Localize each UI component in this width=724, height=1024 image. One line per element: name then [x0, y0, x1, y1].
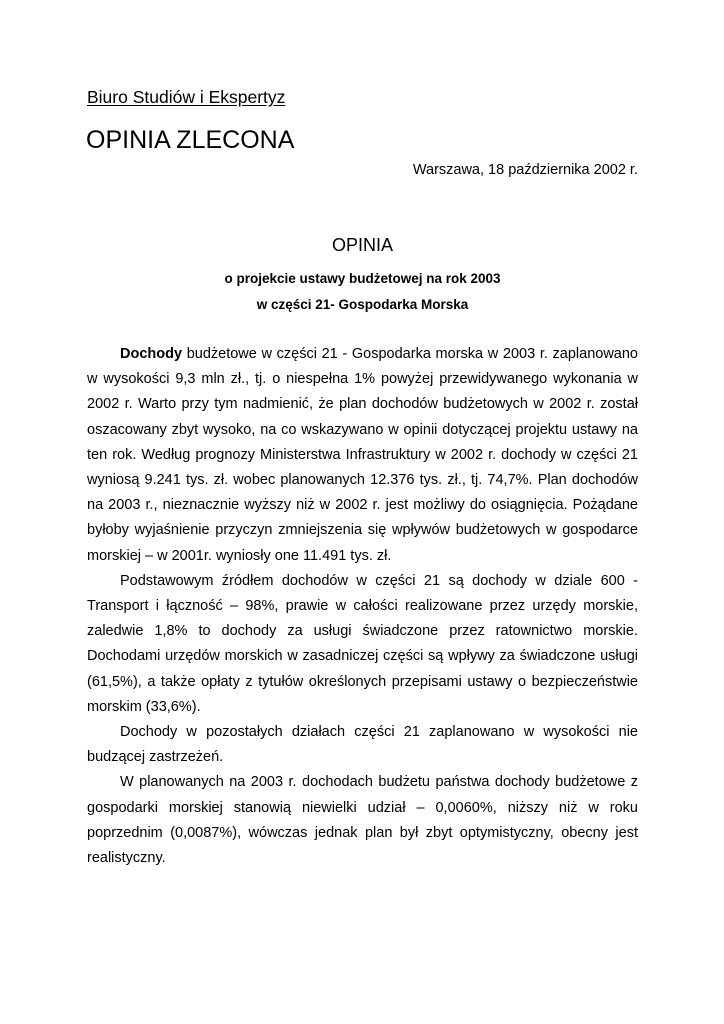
paragraph-4: W planowanych na 2003 r. dochodach budżetu państwa dochody budżetowe z gospodarki morskiej stanowią niewielki udział – 0,0060%, niższy niż w roku poprzednim (0,0087%), wówczas jednak plan był zbyt optymistyczny, obecny jest realistyczny. [87, 774, 638, 867]
opinion-title: OPINIA [331, 235, 393, 255]
paragraph-2: Podstawowym źródłem dochodów w części 21 są dochody w dziale 600 - Transport i łączność – 98%, prawie w całości realizowane przez urzędy morskie, zaledwie 1,8% to dochody za usługi świadczone przez ratownictwo morskie. Dochodami urzędów morskich w zasadniczej części są wpływy za świadczone usługi (61,5%), a także opłaty z tytułów określonych przepisami ustawy o bezpieczeństwie morskim (33,6%). [87, 572, 638, 715]
document-type: OPINIA ZLECONA [86, 126, 295, 154]
date-line: Warszawa, 18 października 2002 r. [412, 162, 638, 178]
paragraph-1-bold-term: Dochody [120, 346, 183, 362]
paragraph-1 [87, 342, 638, 569]
opinion-subtitle-line2: w części 21- Gospodarka Morska [256, 297, 469, 312]
institution-name: Biuro Studiów i Ekspertyz [87, 87, 286, 107]
opinion-subtitle-line1: o projekcie ustawy budżetowej na rok 2003 [224, 271, 501, 286]
paragraph-1-text: budżetowe w części 21 - Gospodarka morska w 2003 r. zaplanowano w wysokości 9,3 mln zł., tj. o niespełna 1% powyżej przewidywanego wykonania w 2002 r. Warto przy tym nadmienić, że plan dochodów budżetowych w 2002 r. został oszacowany zbyt wysoko, na co wskazywano w opinii dotyczącej projektu ustawy na ten rok. Według prognozy Ministerstwa Infrastruktury w 2002 r. dochody w części 21 wyniosą 9.241 tys. zł. wobec planowanych 12.376 tys. zł., tj. 74,7%. Plan dochodów na 2003 r., nieznacznie wyższy niż w 2002 r. jest możliwy do osiągnięcia. Pożądane byłoby wyjaśnienie przyczyn zmniejszenia się wpływów budżetowych w gospodarce morskiej – w 2001r. wyniosły one 11.491 tys. zł. [87, 346, 638, 564]
document-body [87, 342, 638, 871]
paragraph-3: Dochody w pozostałych działach części 21 zaplanowano w wysokości nie budzącej zastrzeżeń. [87, 724, 638, 766]
